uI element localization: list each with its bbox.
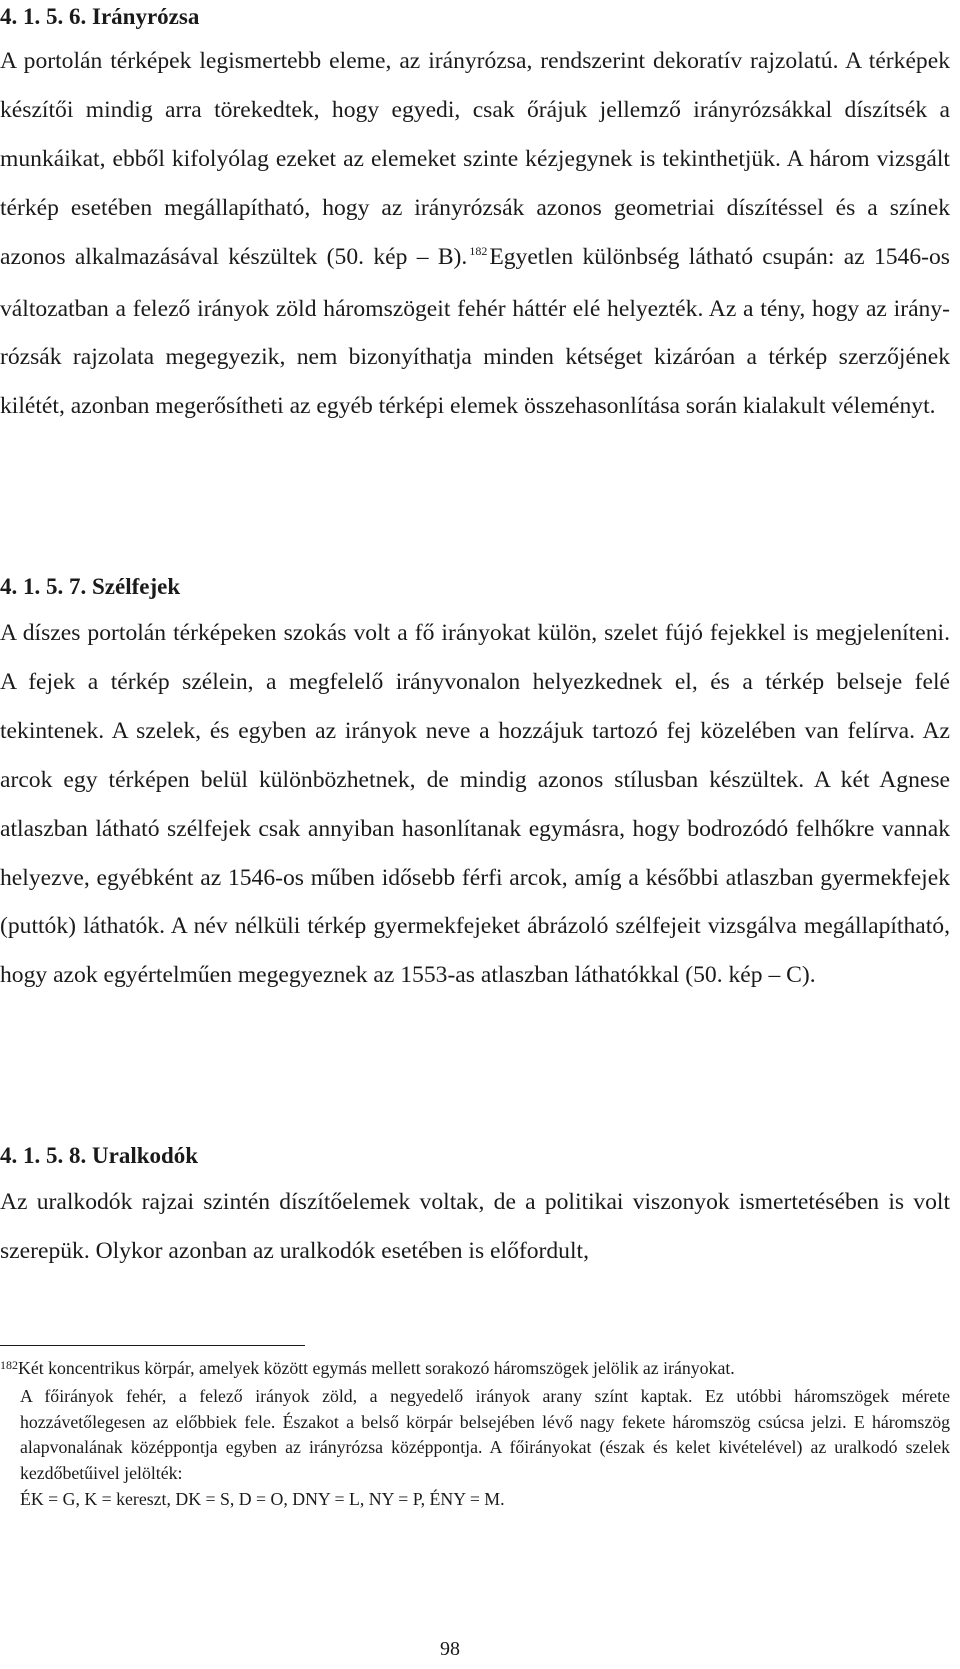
paragraph-text: A díszes portolán térképeken szokás volt a fő irányokat külön, szelet fújó fejekkel is megjeleníteni. A fejek a térkép szélein, a megfelelő irányvonalon helyezkednek el, és a térkép belseje felé tekintenek. A szelek, és egyben az irányok neve a hozzájuk tartozó fej közelében van felírva. Az arcok egy térképen belül különbözhetnek, de mindig azonos stílusban készültek. A két Agnese atlaszban látható szélfejek csak annyiban hasonlítanak egymásra, hogy bodrozódó felhőkre vannak helyezve, egyébként az 1546-os műben idősebb férfi arcok, amíg a későbbi atlaszban gyermekfejek (puttók) láthatók. A név nélküli térkép gyermekfejeket ábrázoló szélfejeit vizsgálva megállapítható, hogy azok egyértelműen megegyeznek az 1553-as atlaszban láthatókkal (50. kép – C).	[0, 620, 950, 989]
paragraph-text: A portolán térképek legismertebb eleme, az irányrózsa, rendszerint dekoratív rajzolatú. A térképek készítői mindig arra törekedtek, hogy egyedi, csak őrájuk jellemző irányrózsákkal díszítsék a munkáikat, ebből kifolyólag ezeket az elemeket szinte kézjegynek is tekinthetjük. A három vizsgált térkép esetében megállapítható, hogy az irányrózsák azonos geometriai díszítéssel és a színek azonos alkalmazásával készültek (50. kép – B).	[0, 48, 950, 270]
footnote	[0, 1356, 950, 1513]
paragraph-text: Egyetlen különbség látható csupán: az 1546-os változatban a felező irányok zöld háromszögeit fehér háttér elé helyezték. Az a tény, hogy az irányrózsák rajzolata megegyezik, nem bizonyíthatja minden kétséget kizáróan a térkép szerzőjének kilétét, azonban megerősítheti az egyéb térképi elemek összehasonlítása során kialakult véleményt.	[0, 243, 950, 420]
heading-number: 4. 1. 5. 7.	[0, 574, 87, 599]
paragraph-uralkodok	[0, 1178, 950, 1276]
heading-number: 4. 1. 5. 6.	[0, 4, 87, 29]
heading-title: Szélfejek	[92, 574, 181, 599]
footnote-line	[0, 1356, 950, 1384]
section-heading-uralkodok	[0, 1141, 198, 1171]
footnote-separator	[0, 1345, 305, 1346]
paragraph-text: Az uralkodók rajzai szintén díszítőelemek voltak, de a politikai viszonyok ismertetésében is volt szerepük. Olykor azonban az uralkodók esetében is előfordult,	[0, 1189, 950, 1264]
footnote-reference: 182	[469, 243, 488, 258]
footnote-line: ÉK = G, K = kereszt, DK = S, D = O, DNY = L, NY = P, ÉNY = M.	[20, 1488, 505, 1509]
paragraph-iranyrozsa	[0, 37, 950, 431]
section-heading-szelfejek	[0, 572, 180, 602]
section-heading-iranyrozsa	[0, 2, 199, 32]
heading-number: 4. 1. 5. 8.	[0, 1143, 87, 1168]
heading-title: Irányrózsa	[92, 4, 200, 29]
footnote-text: Két koncentrikus körpár, amelyek között egymás mellett sorakozó háromszögek jelölik az irányokat.	[18, 1358, 735, 1378]
heading-title: Uralkodók	[92, 1143, 199, 1168]
footnote-number: 182	[0, 1358, 18, 1372]
footnote-line: A főirányok fehér, a felező irányok zöld, a negyedelő irányok arany színt kaptak. Ez utóbbi háromszögek mérete hozzávetőlegesen az előbbiek fele. Északot a belső körpár belsejében lévő nagy fekete háromszög csúcsa jelzi. E háromszög alapvonalának középpontja egyben az irányrózsa középpontja. A főirányokat (észak és kelet kivételével) az uralkodó szelek kezdőbetűivel jelölték:	[20, 1385, 950, 1484]
paragraph-szelfejek	[0, 609, 950, 1000]
page-number: 98	[440, 1638, 460, 1660]
